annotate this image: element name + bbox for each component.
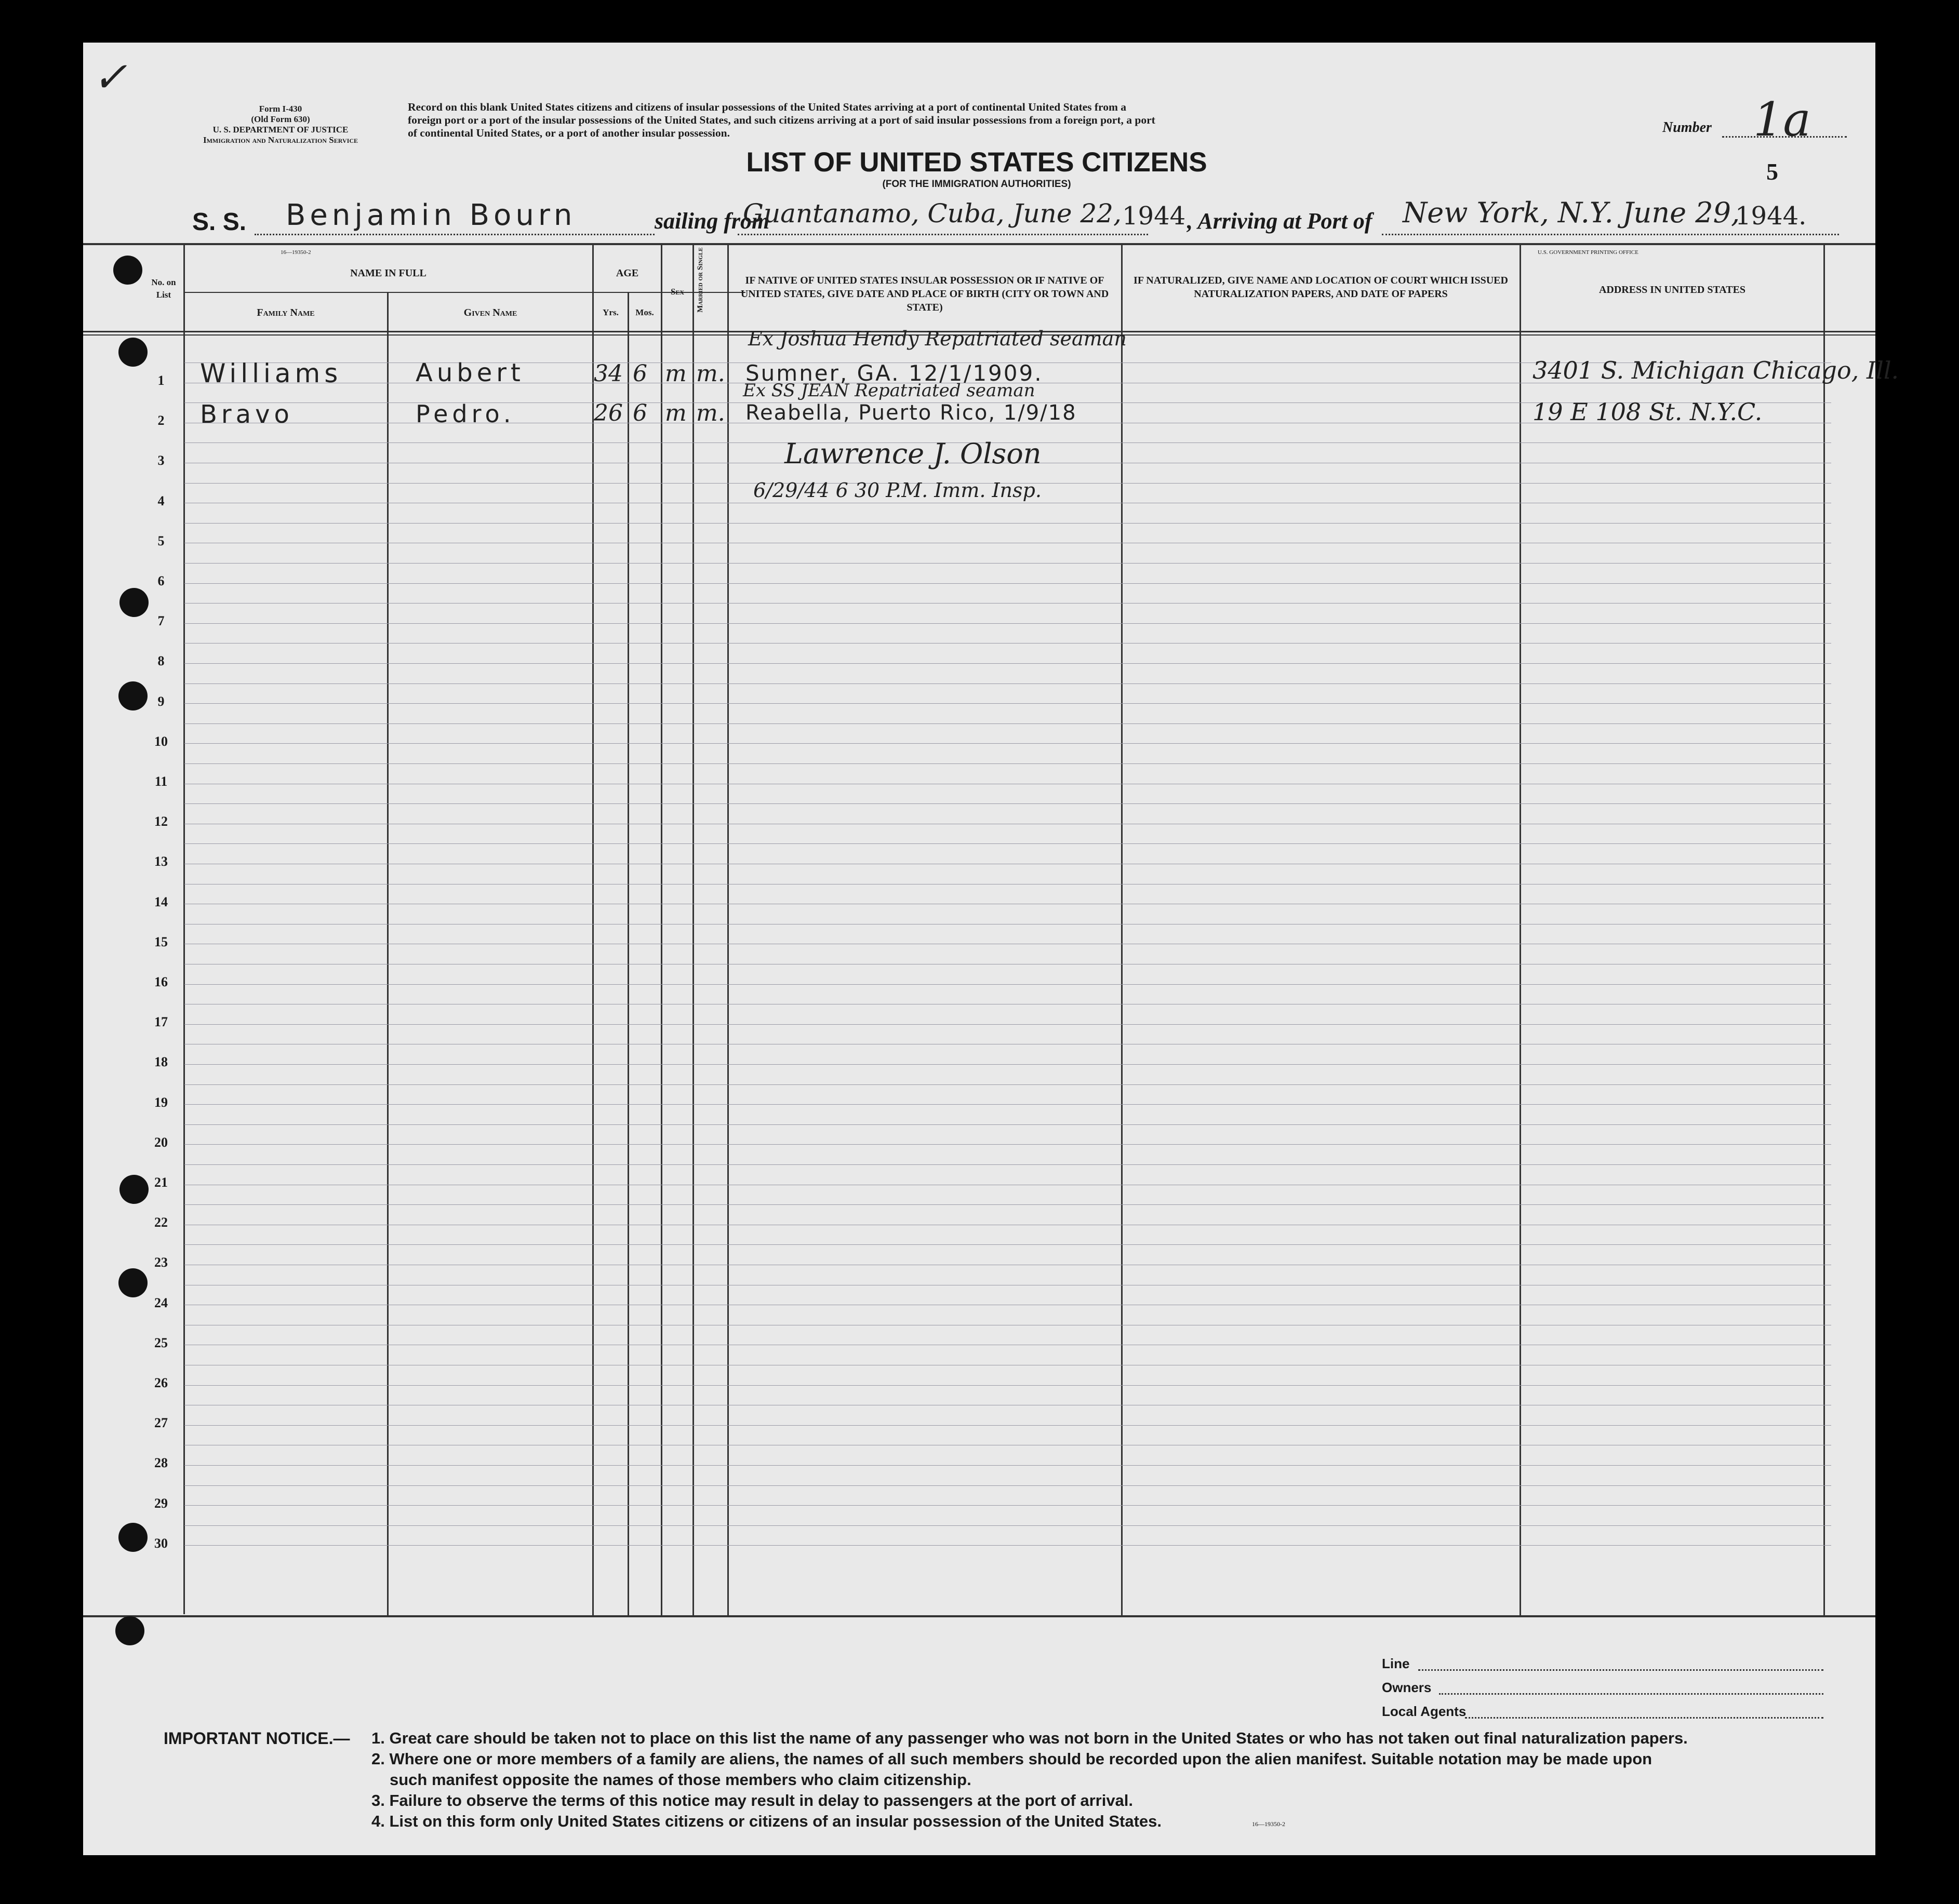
ship-name: Benjamin Bourn <box>286 198 577 232</box>
ruled-line <box>184 603 1831 604</box>
entry-1-note: Ex Joshua Hendy Repatriated seaman <box>748 327 1127 350</box>
instructions-line-3: of continental United States, or a port of another insular possession. <box>408 127 730 139</box>
ruled-line <box>184 683 1831 684</box>
ruled-line <box>184 843 1831 844</box>
entry-1-yrs: 34 <box>594 360 623 387</box>
notice-heading: IMPORTANT NOTICE.— <box>164 1729 350 1748</box>
row-number: 27 <box>154 1415 168 1431</box>
ruled-line <box>184 723 1831 724</box>
header-family-name: Family Name <box>257 307 315 318</box>
row-number: 25 <box>154 1335 168 1350</box>
ruled-line <box>184 763 1831 764</box>
ship-underline <box>255 234 655 235</box>
ruled-line <box>184 1084 1831 1085</box>
notice-3: 3. Failure to observe the terms of this notice may result in delay to passengers at the port of arrival. <box>371 1791 1134 1809</box>
ruled-line <box>184 523 1831 524</box>
entry-2-sex: m <box>665 400 687 426</box>
page-title: LIST OF UNITED STATES CITIZENS <box>746 147 1207 178</box>
ruled-line <box>184 803 1831 804</box>
ruled-line <box>184 1244 1831 1245</box>
row-number: 21 <box>154 1175 168 1190</box>
ruled-line <box>184 623 1831 624</box>
arrival-port: New York, N.Y. June 29, <box>1403 196 1740 229</box>
ruled-line <box>184 1505 1831 1506</box>
col-divider-9 <box>1520 243 1521 1617</box>
arrival-underline <box>1382 234 1839 235</box>
header-sex: Sex <box>670 287 685 297</box>
header-age: AGE <box>616 267 639 279</box>
line-label: Line <box>1382 1656 1410 1671</box>
entry-2-family-name: Bravo <box>200 400 294 429</box>
entry-2-birth: Reabella, Puerto Rico, 1/9/18 <box>745 401 1077 425</box>
header-name-in-full: NAME IN FULL <box>350 267 427 279</box>
number-value: 1a <box>1753 92 1811 147</box>
print-code-top-right: U.S. GOVERNMENT PRINTING OFFICE <box>1538 249 1638 256</box>
header-mos: Mos. <box>635 307 654 317</box>
ruled-line <box>184 984 1831 985</box>
row-number: 3 <box>157 453 165 468</box>
entry-2-yrs: 26 <box>594 400 623 426</box>
ruled-line <box>184 703 1831 704</box>
departure-underline <box>738 234 1148 235</box>
print-code-bottom: 16—19350-2 <box>1252 1820 1285 1828</box>
ruled-line <box>184 1064 1831 1065</box>
col-divider-7 <box>727 243 729 1617</box>
form-info <box>135 104 426 145</box>
row-number: 10 <box>154 733 168 749</box>
row-number: 19 <box>154 1094 168 1110</box>
row-number: 13 <box>154 854 168 869</box>
row-number: 8 <box>157 653 165 669</box>
row-number: 11 <box>154 774 168 789</box>
departure-year: 1944 <box>1122 202 1186 231</box>
notice-1: 1. Great care should be taken not to place on this list the name of any passenger who was not born in the United States or who has not taken out final naturalization papers. <box>371 1729 1688 1747</box>
row-number: 2 <box>157 413 165 428</box>
arriving-label: , Arriving at Port of <box>1187 208 1372 234</box>
header-married-or-single: Married or Single <box>696 247 704 313</box>
table-bottom-rule <box>83 1615 1875 1617</box>
col-divider-10 <box>1823 243 1825 1617</box>
row-number: 17 <box>154 1014 168 1030</box>
row-number: 18 <box>154 1054 168 1070</box>
header-given-name: Given Name <box>463 307 517 318</box>
col-divider-4 <box>628 292 629 1616</box>
ruled-line <box>184 1164 1831 1165</box>
binder-hole <box>118 1268 148 1297</box>
row-number: 22 <box>154 1215 168 1230</box>
ruled-line <box>184 1545 1831 1546</box>
header-yrs: Yrs. <box>603 307 619 317</box>
ruled-line <box>184 663 1831 664</box>
notice-2-continued: such manifest opposite the names of those members who claim citizenship. <box>390 1771 971 1789</box>
row-number: 28 <box>154 1455 168 1471</box>
ss-label: S. S. <box>192 208 247 236</box>
ruled-line <box>184 1104 1831 1105</box>
table-top-rule <box>83 243 1875 245</box>
col-divider-5 <box>661 243 662 1617</box>
line-field[interactable] <box>1418 1669 1823 1671</box>
entry-1-mos: 6 <box>633 360 647 387</box>
row-number: 26 <box>154 1375 168 1390</box>
ruled-line <box>184 1124 1831 1125</box>
row-number: 6 <box>157 573 165 588</box>
row-number: 5 <box>157 533 165 548</box>
departure-port: Guantanamo, Cuba, June 22, <box>743 198 1122 229</box>
row-number: 12 <box>154 814 168 829</box>
instructions <box>408 101 1155 140</box>
binder-hole <box>113 256 142 285</box>
ruled-line <box>184 1485 1831 1486</box>
row-number: 30 <box>154 1535 168 1551</box>
local-agents-field[interactable] <box>1465 1717 1823 1719</box>
service-name: Immigration and Naturalization Service <box>203 135 358 145</box>
binder-hole <box>119 1175 149 1204</box>
owners-field[interactable] <box>1439 1693 1823 1695</box>
instructions-line-2: foreign port or a port of the insular possessions of the United States, and such citizens arriving at a port of said insular possessions from a foreign port, a port <box>408 114 1155 126</box>
number-label: Number <box>1662 119 1712 136</box>
sailing-from-label: sailing from <box>655 208 770 234</box>
entry-1-address: 3401 S. Michigan Chicago, Ill. <box>1532 356 1899 384</box>
ruled-line <box>184 563 1831 564</box>
header-address: ADDRESS IN UNITED STATES <box>1598 284 1746 296</box>
entry-2-note: Ex SS JEAN Repatriated seaman <box>743 380 1035 401</box>
row-number: 15 <box>154 934 168 949</box>
binder-hole <box>118 1523 148 1552</box>
page-subtitle: (FOR THE IMMIGRATION AUTHORITIES) <box>882 179 1071 190</box>
col-divider-8 <box>1121 243 1123 1617</box>
old-form-number: (Old Form 630) <box>251 114 310 124</box>
arrival-year: 1944. <box>1735 202 1807 231</box>
binder-hole <box>119 588 149 617</box>
col-divider-3 <box>592 243 594 1617</box>
ruled-line <box>184 1525 1831 1526</box>
ruled-line <box>184 743 1831 744</box>
inspector-date-line: 6/29/44 6 30 P.M. Imm. Insp. <box>753 479 1042 502</box>
ruled-line <box>184 583 1831 584</box>
col-divider-2 <box>387 292 389 1616</box>
row-number: 14 <box>154 894 168 909</box>
row-number: 16 <box>154 974 168 989</box>
entry-2-married: m. <box>696 400 725 426</box>
check-mark: ✓ <box>92 53 128 101</box>
form-number: Form I-430 <box>259 104 302 114</box>
col-divider-6 <box>692 243 694 1617</box>
entry-2-mos: 6 <box>633 400 647 426</box>
col-divider-1 <box>183 243 185 1614</box>
ruled-line <box>184 1465 1831 1466</box>
header-birth: IF NATIVE OF UNITED STATES INSULAR POSSESSION OR IF NATIVE OF UNITED STATES, GIVE DATE AND PLACE OF BIRTH (CITY OR TOWN AND STATE) <box>740 275 1109 313</box>
ruled-line <box>184 1425 1831 1426</box>
inspector-signature: Lawrence J. Olson <box>784 437 1042 470</box>
notice-4: 4. List on this form only United States citizens or citizens of an insular possession of the United States. <box>371 1812 1162 1830</box>
entry-1-birth: Sumner, GA. 12/1/1909. <box>745 360 1043 386</box>
row-number: 29 <box>154 1495 168 1511</box>
row-number: 9 <box>157 693 165 709</box>
manifest-page <box>83 43 1899 1855</box>
local-agents-label: Local Agents <box>1382 1704 1467 1719</box>
entry-2-given-name: Pedro. <box>416 400 515 428</box>
department-name: U. S. DEPARTMENT OF JUSTICE <box>212 125 349 135</box>
row-number: 4 <box>157 493 165 508</box>
binder-hole <box>118 338 148 367</box>
ruled-line <box>184 1204 1831 1205</box>
row-number: 7 <box>157 613 165 629</box>
entry-1-married: m. <box>696 360 725 387</box>
entry-1-given-name: Aubert <box>416 358 525 387</box>
header-naturalized: IF NATURALIZED, GIVE NAME AND LOCATION OF COURT WHICH ISSUED NATURALIZATION PAPERS, AND DATE OF PAPERS <box>1134 275 1508 300</box>
instructions-line-1: Record on this blank United States citizens and citizens of insular possessions of the United States arriving at a port of continental United States from a <box>408 101 1126 113</box>
owners-label: Owners <box>1382 1680 1432 1695</box>
ruled-line <box>184 1385 1831 1386</box>
ruled-line <box>184 1024 1831 1025</box>
row-number: 23 <box>154 1255 168 1270</box>
header-no-on-list: No. on List <box>151 277 176 300</box>
entry-1-sex: m <box>665 360 687 387</box>
binder-hole <box>115 1616 144 1645</box>
binder-hole <box>118 681 148 710</box>
row-number: 1 <box>157 373 165 388</box>
ruled-line <box>184 1144 1831 1145</box>
notice-2: 2. Where one or more members of a family are aliens, the names of all such members should be recorded upon the alien manifest. Suitable notation may be made upon <box>371 1750 1653 1768</box>
row-number: 20 <box>154 1134 168 1150</box>
sheet-page-number: 5 <box>1766 158 1778 185</box>
row-number: 24 <box>154 1295 168 1310</box>
entry-1-family-name: Williams <box>200 358 342 388</box>
print-code-top-left: 16—19350-2 <box>281 249 311 256</box>
entry-2-address: 19 E 108 St. N.Y.C. <box>1532 398 1763 426</box>
